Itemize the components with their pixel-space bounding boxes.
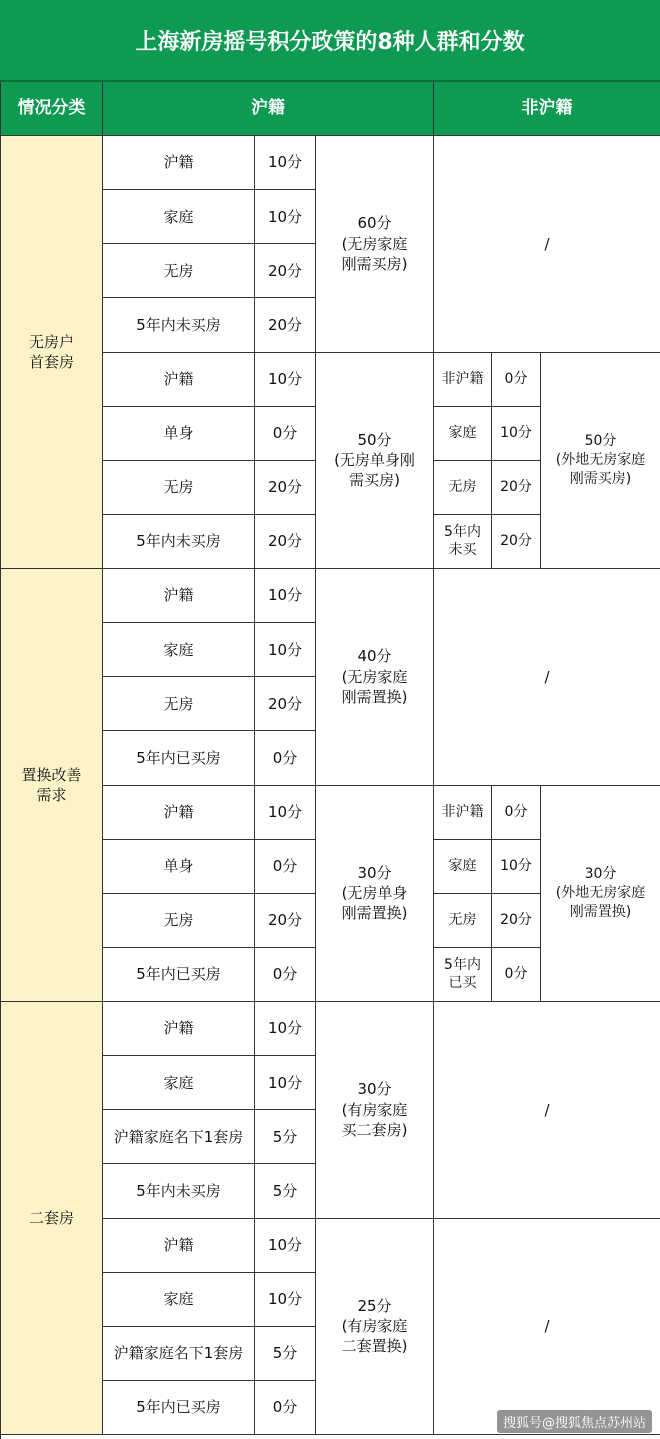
non-criterion-score: 0分 (492, 948, 541, 1002)
non-criterion-score: 20分 (492, 894, 541, 948)
criterion-label: 5年内未买房 (103, 1164, 255, 1218)
group-total: 30分 (有房家庭 买二套房) (316, 1002, 434, 1219)
criterion-label: 沪籍 (103, 1219, 255, 1273)
criterion-label: 5年内已买房 (103, 948, 255, 1002)
footer-watermark: 搜狐号@搜狐焦点苏州站 (497, 1410, 652, 1433)
group-total: 40分 (无房家庭 刚需置换) (316, 569, 434, 786)
criterion-label: 沪籍 (103, 1002, 255, 1056)
criterion-score: 10分 (255, 786, 316, 840)
table-title: 上海新房摇号积分政策的8种人群和分数 (0, 0, 660, 82)
group-total: 25分 (有房家庭 二套置换) (316, 1219, 434, 1436)
criterion-score: 10分 (255, 1056, 316, 1110)
non-criterion-score: 20分 (492, 461, 541, 515)
criterion-score: 0分 (255, 840, 316, 894)
non-criterion-label: 5年内 已买 (434, 948, 492, 1002)
criterion-score: 10分 (255, 136, 316, 190)
category-second-home: 二套房 (1, 1002, 103, 1435)
criterion-score: 10分 (255, 623, 316, 677)
criterion-label: 5年内未买房 (103, 298, 255, 352)
criterion-label: 沪籍 (103, 569, 255, 623)
criterion-score: 5分 (255, 1164, 316, 1218)
criterion-label: 5年内已买房 (103, 731, 255, 785)
criterion-score: 0分 (255, 948, 316, 1002)
header-shanghai: 沪籍 (103, 82, 434, 136)
criterion-score: 10分 (255, 190, 316, 244)
criterion-score: 10分 (255, 569, 316, 623)
non-criterion-score: 20分 (492, 515, 541, 569)
criterion-score: 20分 (255, 461, 316, 515)
non-group-total: / (434, 136, 660, 353)
criterion-score: 5分 (255, 1327, 316, 1381)
header-category: 情况分类 (1, 82, 103, 136)
criterion-label: 无房 (103, 461, 255, 515)
non-group-total: / (434, 1002, 660, 1219)
criterion-score: 20分 (255, 244, 316, 298)
criterion-label: 沪籍 (103, 353, 255, 407)
criterion-label: 家庭 (103, 1273, 255, 1327)
criterion-score: 0分 (255, 407, 316, 461)
score-table (0, 82, 660, 1439)
criterion-score: 20分 (255, 515, 316, 569)
non-criterion-label: 无房 (434, 894, 492, 948)
group-total: 60分 (无房家庭 刚需买房) (316, 136, 434, 353)
category-upgrade: 置换改善 需求 (1, 569, 103, 1002)
criterion-label: 家庭 (103, 190, 255, 244)
criterion-label: 沪籍家庭名下1套房 (103, 1327, 255, 1381)
criterion-score: 10分 (255, 1273, 316, 1327)
criterion-score: 10分 (255, 353, 316, 407)
non-criterion-label: 无房 (434, 461, 492, 515)
non-criterion-label: 家庭 (434, 407, 492, 461)
criterion-label: 无房 (103, 894, 255, 948)
criterion-label: 5年内未买房 (103, 515, 255, 569)
non-group-total: 50分 (外地无房家庭 刚需买房) (541, 353, 660, 570)
criterion-label: 单身 (103, 840, 255, 894)
criterion-score: 20分 (255, 894, 316, 948)
criterion-label: 无房 (103, 677, 255, 731)
header-non-shanghai: 非沪籍 (434, 82, 660, 136)
category-first-home: 无房户 首套房 (1, 136, 103, 569)
criterion-label: 5年内已买房 (103, 1381, 255, 1435)
criterion-score: 10分 (255, 1002, 316, 1056)
group-total: 30分 (无房单身 刚需置换) (316, 786, 434, 1003)
non-criterion-score: 10分 (492, 407, 541, 461)
criterion-label: 沪籍 (103, 136, 255, 190)
criterion-score: 10分 (255, 1219, 316, 1273)
criterion-score: 0分 (255, 1381, 316, 1435)
non-group-total: / (434, 569, 660, 786)
non-group-total: / (434, 1219, 660, 1436)
non-group-total: 30分 (外地无房家庭 刚需置换) (541, 786, 660, 1003)
criterion-label: 单身 (103, 407, 255, 461)
criterion-score: 20分 (255, 677, 316, 731)
non-criterion-label: 家庭 (434, 840, 492, 894)
criterion-label: 家庭 (103, 1056, 255, 1110)
non-criterion-label: 5年内 未买 (434, 515, 492, 569)
group-total: 50分 (无房单身刚 需买房) (316, 353, 434, 570)
criterion-score: 0分 (255, 731, 316, 785)
non-criterion-label: 非沪籍 (434, 786, 492, 840)
non-criterion-score: 0分 (492, 786, 541, 840)
criterion-label: 家庭 (103, 623, 255, 677)
non-criterion-score: 10分 (492, 840, 541, 894)
non-criterion-label: 非沪籍 (434, 353, 492, 407)
criterion-label: 无房 (103, 244, 255, 298)
criterion-label: 沪籍家庭名下1套房 (103, 1110, 255, 1164)
criterion-score: 20分 (255, 298, 316, 352)
non-criterion-score: 0分 (492, 353, 541, 407)
criterion-score: 5分 (255, 1110, 316, 1164)
criterion-label: 沪籍 (103, 786, 255, 840)
